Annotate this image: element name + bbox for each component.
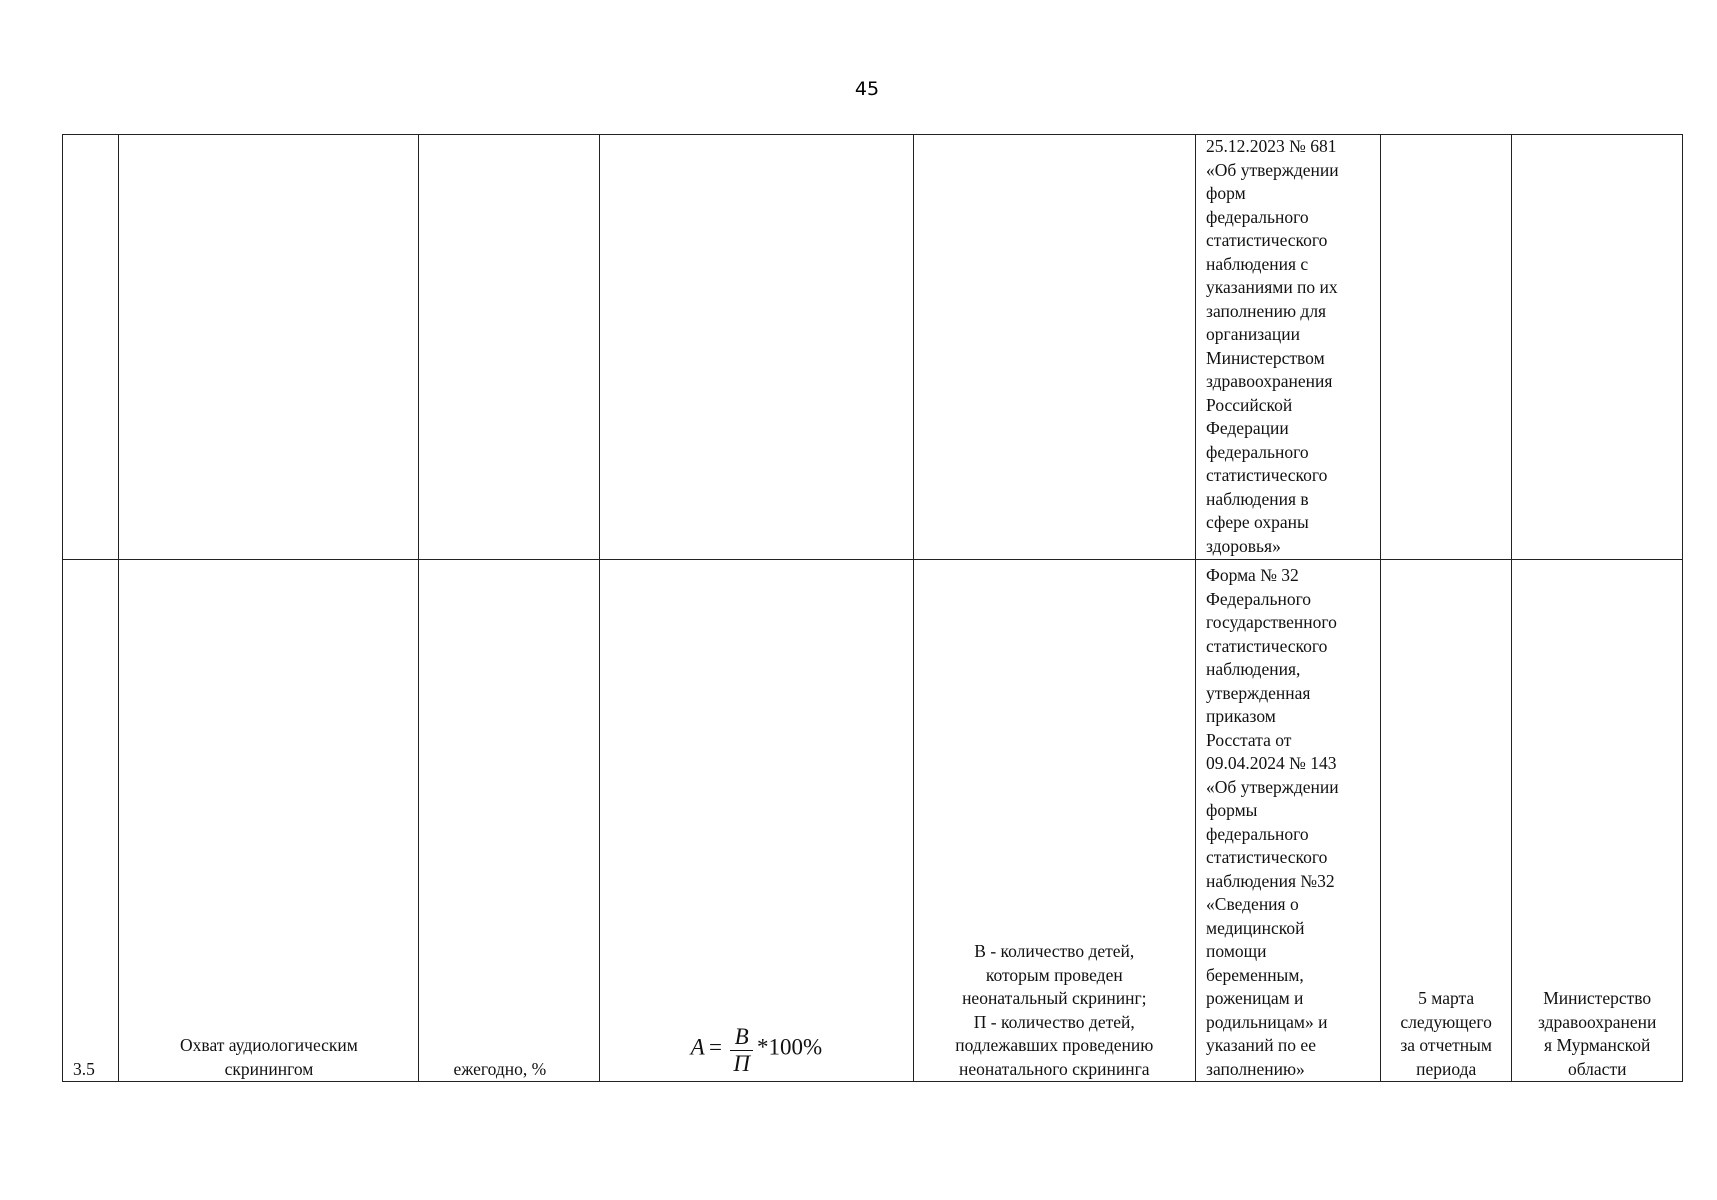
formula-multiplier: *100% bbox=[757, 1034, 823, 1060]
cell-variables: B - количество детей, которым проведен неонатальный скрининг; П - количество детей, подлежавших проведению неонатального скрининга bbox=[913, 560, 1195, 1082]
formula-fraction bbox=[730, 1024, 753, 1077]
cell-responsible: Министерство здравоохранени я Мурманской области bbox=[1512, 560, 1683, 1082]
formula-equals: = bbox=[709, 1034, 723, 1060]
formula-denominator: П bbox=[730, 1050, 753, 1077]
cell-formula bbox=[600, 560, 913, 1082]
table-row bbox=[63, 135, 1683, 560]
indicators-table bbox=[62, 134, 1683, 1082]
formula-lhs: A bbox=[690, 1034, 705, 1060]
cell-formula bbox=[600, 135, 913, 560]
cell-periodicity: ежегодно, % bbox=[419, 560, 600, 1082]
cell-number bbox=[63, 135, 119, 560]
formula-numerator: B bbox=[734, 1024, 749, 1049]
cell-deadline bbox=[1380, 135, 1511, 560]
page-number: 45 bbox=[854, 78, 880, 100]
cell-indicator-name: Охват аудиологическим скринингом bbox=[119, 560, 419, 1082]
cell-data-source: Форма № 32 Федерального государственного статистического наблюдения, утвержденная приказом Росстата от 09.04.2024 № 143 «Об утверждении формы федерального статистического наблюдения №32 «Сведения о медицинской помощи беременным, роженицам и родильницам» и указаний по ее заполнению» bbox=[1196, 560, 1381, 1082]
cell-variables bbox=[913, 135, 1195, 560]
cell-number: 3.5 bbox=[63, 560, 119, 1082]
cell-deadline: 5 марта следующего за отчетным периода bbox=[1380, 560, 1511, 1082]
cell-indicator-name bbox=[119, 135, 419, 560]
cell-data-source: 25.12.2023 № 681 «Об утверждении форм федерального статистического наблюдения с указаниями по их заполнению для организации Министерством здравоохранения Российской Федерации федерального статистического наблюдения в сфере охраны здоровья» bbox=[1196, 135, 1381, 560]
cell-responsible bbox=[1512, 135, 1683, 560]
cell-periodicity bbox=[419, 135, 600, 560]
table-row bbox=[63, 560, 1683, 1082]
